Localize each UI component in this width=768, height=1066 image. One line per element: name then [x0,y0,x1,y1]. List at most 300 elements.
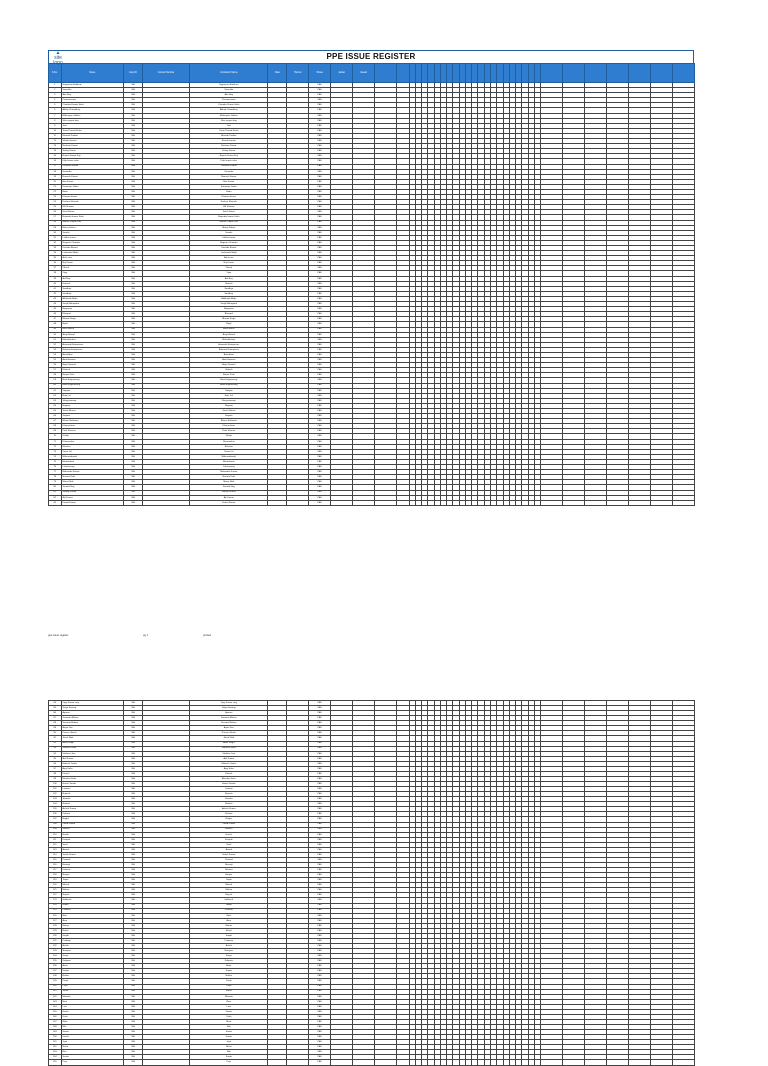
contractor-cell: Manoj Sahoo [190,225,268,230]
name-cell: Vinod Kumar [61,822,124,827]
contractor-cell: Rigal [190,322,268,327]
item-cell: PAD [309,782,331,787]
contractor-cell: Ranjan [190,873,268,878]
register-table [48,63,695,506]
name-cell: Manas Prayan Das [61,220,124,225]
column-header [650,64,672,83]
name-cell: Ajit Kumar [61,495,124,500]
serial-cell: 4 [49,98,62,103]
item-cell: PAD [309,368,331,373]
serial-cell: 24 [49,200,62,205]
serial-cell: 3 [49,93,62,98]
emp-id-cell: NA [124,388,143,393]
table-cell [606,500,628,505]
emp-id-cell: NA [124,195,143,200]
serial-cell: 41 [49,286,62,291]
serial-cell: 30 [49,230,62,235]
serial-cell: 88 [49,721,62,726]
item-cell: PAD [309,189,331,194]
serial-cell: 90 [49,731,62,736]
contractor-cell: Biswajit [190,863,268,868]
serial-cell: 55 [49,358,62,363]
emp-id-cell: NA [124,118,143,123]
item-cell: PAD [309,261,331,266]
emp-id-cell: NA [124,347,143,352]
serial-cell: 35 [49,256,62,261]
name-cell: Arif Ray [61,276,124,281]
serial-cell: 39 [49,276,62,281]
item-cell: PAD [309,465,331,470]
name-cell: Tarun Prasad Sinha [61,128,124,133]
emp-id-cell: NA [124,480,143,485]
emp-id-cell: NA [124,741,143,746]
emp-id-cell: NA [124,286,143,291]
serial-cell: 11 [49,133,62,138]
serial-cell: 27 [49,215,62,220]
item-cell: PAD [309,88,331,93]
emp-id-cell: NA [124,378,143,383]
contractor-cell: Bhaskar [190,444,268,449]
contractor-cell: Bharati Singh [190,317,268,322]
emp-id-cell: NA [124,205,143,210]
contractor-cell: Mithunathmath [190,454,268,459]
emp-id-cell: NA [124,716,143,721]
name-cell: Paramasivam [61,98,124,103]
emp-id-cell: NA [124,751,143,756]
emp-id-cell: NA [124,490,143,495]
table-cell [268,500,287,505]
contractor-cell: Rajesh Kumar Kuji [190,154,268,159]
name-cell: Sunil Sahoo [61,210,124,215]
item-cell: PAD [309,281,331,286]
name-cell: Jitesh Naik [61,736,124,741]
item-cell: PAD [309,256,331,261]
serial-cell: 83 [49,500,62,505]
item-cell: PAD [309,159,331,164]
table-cell [563,500,585,505]
column-header: Shoes [309,64,331,83]
footer-left: ppe issue register [48,634,68,637]
contractor-cell: Jitendra [190,797,268,802]
emp-id-cell: NA [124,246,143,251]
emp-id-cell: NA [124,701,143,706]
serial-cell: 67 [49,419,62,424]
serial-cell: 89 [49,726,62,731]
table-cell [331,500,353,505]
item-cell: PAD [309,347,331,352]
item-cell: PAD [309,342,331,347]
emp-id-cell: NA [124,403,143,408]
item-cell: PAD [309,873,331,878]
name-cell: Satya Swarup [61,706,124,711]
serial-cell: 66 [49,414,62,419]
table-cell [541,500,563,505]
serial-cell: 49 [49,327,62,332]
serial-cell: 84 [49,701,62,706]
contractor-cell: Bhumikanta [190,459,268,464]
emp-id-cell: NA [124,766,143,771]
contractor-cell: Raj Kumar [190,261,268,266]
name-cell: Manoj Sahoo [61,225,124,230]
serial-cell: 108 [49,822,62,827]
emp-id-cell: NA [124,393,143,398]
emp-id-cell: NA [124,256,143,261]
contractor-cell: Mahalakshmi [190,337,268,342]
serial-cell: 21 [49,184,62,189]
table-cell [650,500,672,505]
serial-cell: 8 [49,118,62,123]
serial-cell: 61 [49,388,62,393]
contractor-cell: Barjari Kishi [190,373,268,378]
serial-cell: 103 [49,797,62,802]
name-cell: Jitendra [61,797,124,802]
serial-cell: 105 [49,807,62,812]
emp-id-cell: NA [124,847,143,852]
item-cell: PAD [309,485,331,490]
emp-id-cell: NA [124,706,143,711]
name-cell: Pinki Sharma [61,429,124,434]
name-cell: Rupesh [61,792,124,797]
serial-cell: 29 [49,225,62,230]
emp-id-cell: NA [124,761,143,766]
name-cell: Anil Kumar [61,756,124,761]
contractor-cell: Mahendra Kumar [190,470,268,475]
serial-cell: 2 [49,88,62,93]
name-cell: Dinanath Kumar [61,164,124,169]
contractor-cell: Krishna Shenole [190,200,268,205]
emp-id-cell: NA [124,373,143,378]
serial-cell: 96 [49,761,62,766]
emp-id-cell: NA [124,726,143,731]
name-cell: Babu [61,189,124,194]
contractor-cell: Soumik Nag [190,485,268,490]
name-cell: Bapu Ganesh [61,363,124,368]
name-cell: Mithunathmath [61,454,124,459]
name-cell: Sumanta Mishra [61,716,124,721]
name-cell: Leelavathi Majhi [61,251,124,256]
serial-cell: 86 [49,711,62,716]
item-cell: PAD [309,302,331,307]
item-cell: PAD [309,857,331,862]
contractor-cell: Amrit Singh [190,741,268,746]
name-cell: Kamaraju Jadav [61,184,124,189]
item-cell: PAD [309,842,331,847]
serial-cell: 38 [49,271,62,276]
serial-cell: 77 [49,470,62,475]
item-cell: PAD [309,251,331,256]
contractor-cell: Sunil Sahoo [190,210,268,215]
item-cell: PAD [309,711,331,716]
serial-cell: 116 [49,863,62,868]
item-cell: PAD [309,113,331,118]
name-cell: Dhulip [61,434,124,439]
item-cell: PAD [309,235,331,240]
name-cell: Vikash [61,266,124,271]
name-cell: Bhaskar Sahu [61,776,124,781]
name-cell: Akhilnath Majhi [61,296,124,301]
name-cell: Varun Lal [61,449,124,454]
name-cell: Vijay [61,271,124,276]
emp-id-cell: NA [124,113,143,118]
name-cell: Manoj Naik [61,480,124,485]
item-cell: PAD [309,210,331,215]
emp-id-cell: NA [124,459,143,464]
item-cell: PAD [309,220,331,225]
name-cell: Babu Engineering [61,383,124,388]
item-cell: PAD [309,286,331,291]
serial-cell: 91 [49,736,62,741]
item-cell: PAD [309,271,331,276]
emp-id-cell: NA [124,220,143,225]
contractor-cell: Swastika [190,88,268,93]
item-cell: PAD [309,128,331,133]
name-cell: Anand [61,847,124,852]
name-cell: Anup Biswal [61,332,124,337]
name-cell: Ajay Sahu [61,766,124,771]
serial-cell: 62 [49,393,62,398]
table-cell [396,500,409,505]
emp-id-cell: NA [124,128,143,133]
serial-cell: 101 [49,787,62,792]
serial-cell: 56 [49,363,62,368]
contractor-cell: Paramasivam [190,98,268,103]
serial-cell: 95 [49,756,62,761]
emp-id-cell: NA [124,873,143,878]
name-cell: Dhaneshwar [61,424,124,429]
name-cell: Biswajit [61,863,124,868]
serial-cell: 99 [49,776,62,781]
emp-id-cell: NA [124,721,143,726]
item-cell: PAD [309,139,331,144]
name-cell: Ganesh [61,281,124,286]
emp-id-cell: NA [124,434,143,439]
serial-cell: 47 [49,317,62,322]
contractor-cell: Babu Engineering [190,383,268,388]
name-cell: Dilip kumar sahu [61,159,124,164]
contractor-cell: Satyam [190,414,268,419]
serial-cell: 109 [49,827,62,832]
column-header: Name [61,64,124,83]
name-cell: Manish [61,827,124,832]
item-cell: PAD [309,822,331,827]
emp-id-cell: NA [124,822,143,827]
emp-id-cell: NA [124,327,143,332]
emp-id-cell: NA [124,398,143,403]
item-cell: PAD [309,771,331,776]
serial-cell: 104 [49,802,62,807]
emp-id-cell: NA [124,83,143,88]
item-cell: PAD [309,878,331,883]
column-header [396,64,409,83]
emp-id-cell: NA [124,235,143,240]
serial-cell: 79 [49,480,62,485]
emp-id-cell: NA [124,133,143,138]
emp-id-cell: NA [124,414,143,419]
emp-id-cell: NA [124,174,143,179]
name-cell: Balaram Enterprises [61,347,124,352]
contractor-cell: Basu Bilash [190,327,268,332]
name-cell: Krishna Shenole [61,200,124,205]
emp-id-cell: NA [124,144,143,149]
name-cell: Sheela kumari [61,139,124,144]
emp-id-cell: NA [124,756,143,761]
serial-cell: 40 [49,281,62,286]
item-cell: PAD [309,118,331,123]
register-page-1 [48,50,694,506]
emp-id-cell: NA [124,495,143,500]
serial-cell: 118 [49,873,62,878]
item-cell: PAD [309,868,331,873]
contractor-cell: Sheela kumari [190,139,268,144]
column-header: S.No. [49,64,62,83]
serial-cell: 37 [49,266,62,271]
contractor-cell: Ashu ram [190,256,268,261]
emp-id-cell: NA [124,736,143,741]
item-cell: PAD [309,837,331,842]
contractor-cell: Dinesh [190,771,268,776]
contractor-cell: Rupesh [190,792,268,797]
name-cell: Abhijit Chowdhury [61,108,124,113]
emp-id-cell: NA [124,103,143,108]
contractor-cell: Akhilnath Majhi [190,296,268,301]
column-header [563,64,585,83]
item-cell: PAD [309,832,331,837]
name-cell: Nasima Debi [61,475,124,480]
contractor-cell: Ashish Kumar [190,807,268,812]
serial-cell: 33 [49,246,62,251]
table-cell [143,500,190,505]
emp-id-cell: NA [124,500,143,505]
contractor-cell: Varun Lal [190,449,268,454]
item-cell: PAD [309,205,331,210]
contractor-cell: Aswarath Enterprises [190,342,268,347]
item-cell: PAD [309,721,331,726]
name-cell: Tapan [61,878,124,883]
item-cell: PAD [309,103,331,108]
contractor-cell: Pramod [190,857,268,862]
serial-cell: 58 [49,373,62,378]
item-cell: PAD [309,716,331,721]
contractor-cell: Ajay Sahu [190,766,268,771]
contractor-cell: Kamaraju Jadav [190,184,268,189]
emp-id-cell: NA [124,383,143,388]
contractor-cell: Lalitha kumar [190,235,268,240]
name-cell: Sunanda [61,169,124,174]
name-cell: Susanta Behera [61,721,124,726]
item-cell: PAD [309,358,331,363]
serial-cell: 60 [49,383,62,388]
item-cell: PAD [309,495,331,500]
serial-cell: 36 [49,261,62,266]
item-cell: PAD [309,490,331,495]
contractor-cell: Rakesh [190,802,268,807]
name-cell: Rakesh [61,802,124,807]
serial-cell: 26 [49,210,62,215]
contractor-cell: Babu [190,189,268,194]
item-cell: PAD [309,312,331,317]
serial-cell: 82 [49,495,62,500]
contractor-cell: Rajendra kumar Sahu [190,215,268,220]
name-cell: Sarathi [61,230,124,235]
name-cell: Soumik Nag [61,485,124,490]
contractor-cell: Anil Kumar [190,756,268,761]
name-cell: Barjari Kishi [61,373,124,378]
column-header [375,64,397,83]
name-cell: Sunil [61,842,124,847]
name-cell: Santosh Sahu [61,746,124,751]
item-cell: PAD [309,327,331,332]
name-cell: Rosham Kumar [61,144,124,149]
emp-id-cell: NA [124,363,143,368]
contractor-cell: Dhulip [190,434,268,439]
name-cell: Debasis [61,868,124,873]
name-cell: Bhanu Rathnam [61,419,124,424]
name-cell: Basu Bilash [61,327,124,332]
item-cell: PAD [309,388,331,393]
item-cell: PAD [309,776,331,781]
contractor-cell: Tarun Prasad Sinha [190,128,268,133]
register-header [48,50,694,63]
table-cell [628,500,650,505]
serial-cell: 46 [49,312,62,317]
serial-cell: 114 [49,852,62,857]
contractor-cell: Ajit Kumar [190,495,268,500]
emp-id-cell: NA [124,296,143,301]
emp-id-cell: NA [124,429,143,434]
column-header [606,64,628,83]
name-cell: Mohan [61,888,124,893]
contractor-cell: Mohan [190,888,268,893]
serial-cell: 113 [49,847,62,852]
contractor-cell: Bapu Ganesh [190,363,268,368]
item-cell: PAD [309,812,331,817]
serial-cell: 54 [49,352,62,357]
emp-id-cell: NA [124,817,143,822]
item-cell: PAD [309,444,331,449]
item-cell: PAD [309,108,331,113]
emp-id-cell: NA [124,812,143,817]
serial-cell: 59 [49,378,62,383]
emp-id-cell: NA [124,485,143,490]
emp-id-cell: NA [124,342,143,347]
emp-id-cell: NA [124,164,143,169]
serial-cell: 32 [49,240,62,245]
name-cell: Shreyaswamy [61,398,124,403]
serial-cell: 12 [49,139,62,144]
serial-cell: 7 [49,113,62,118]
item-cell: PAD [309,480,331,485]
name-cell: Raj Kumar [61,261,124,266]
name-cell: Harish [61,832,124,837]
name-cell: Rajendra kumar Sahu [61,215,124,220]
serial-cell: 76 [49,465,62,470]
emp-id-cell: NA [124,827,143,832]
name-cell: Ranjan [61,873,124,878]
name-cell: Shiv naryan bag [61,118,124,123]
item-cell: PAD [309,731,331,736]
item-cell: PAD [309,470,331,475]
emp-id-cell: NA [124,419,143,424]
name-cell: Sandhya [61,286,124,291]
name-cell: Rigal [61,322,124,327]
item-cell: PAD [309,378,331,383]
item-cell: PAD [309,807,331,812]
contractor-cell: Ram Engineering [190,378,268,383]
item-cell: PAD [309,766,331,771]
emp-id-cell: NA [124,139,143,144]
contractor-cell: Manish [190,827,268,832]
name-cell: Raghu [61,817,124,822]
